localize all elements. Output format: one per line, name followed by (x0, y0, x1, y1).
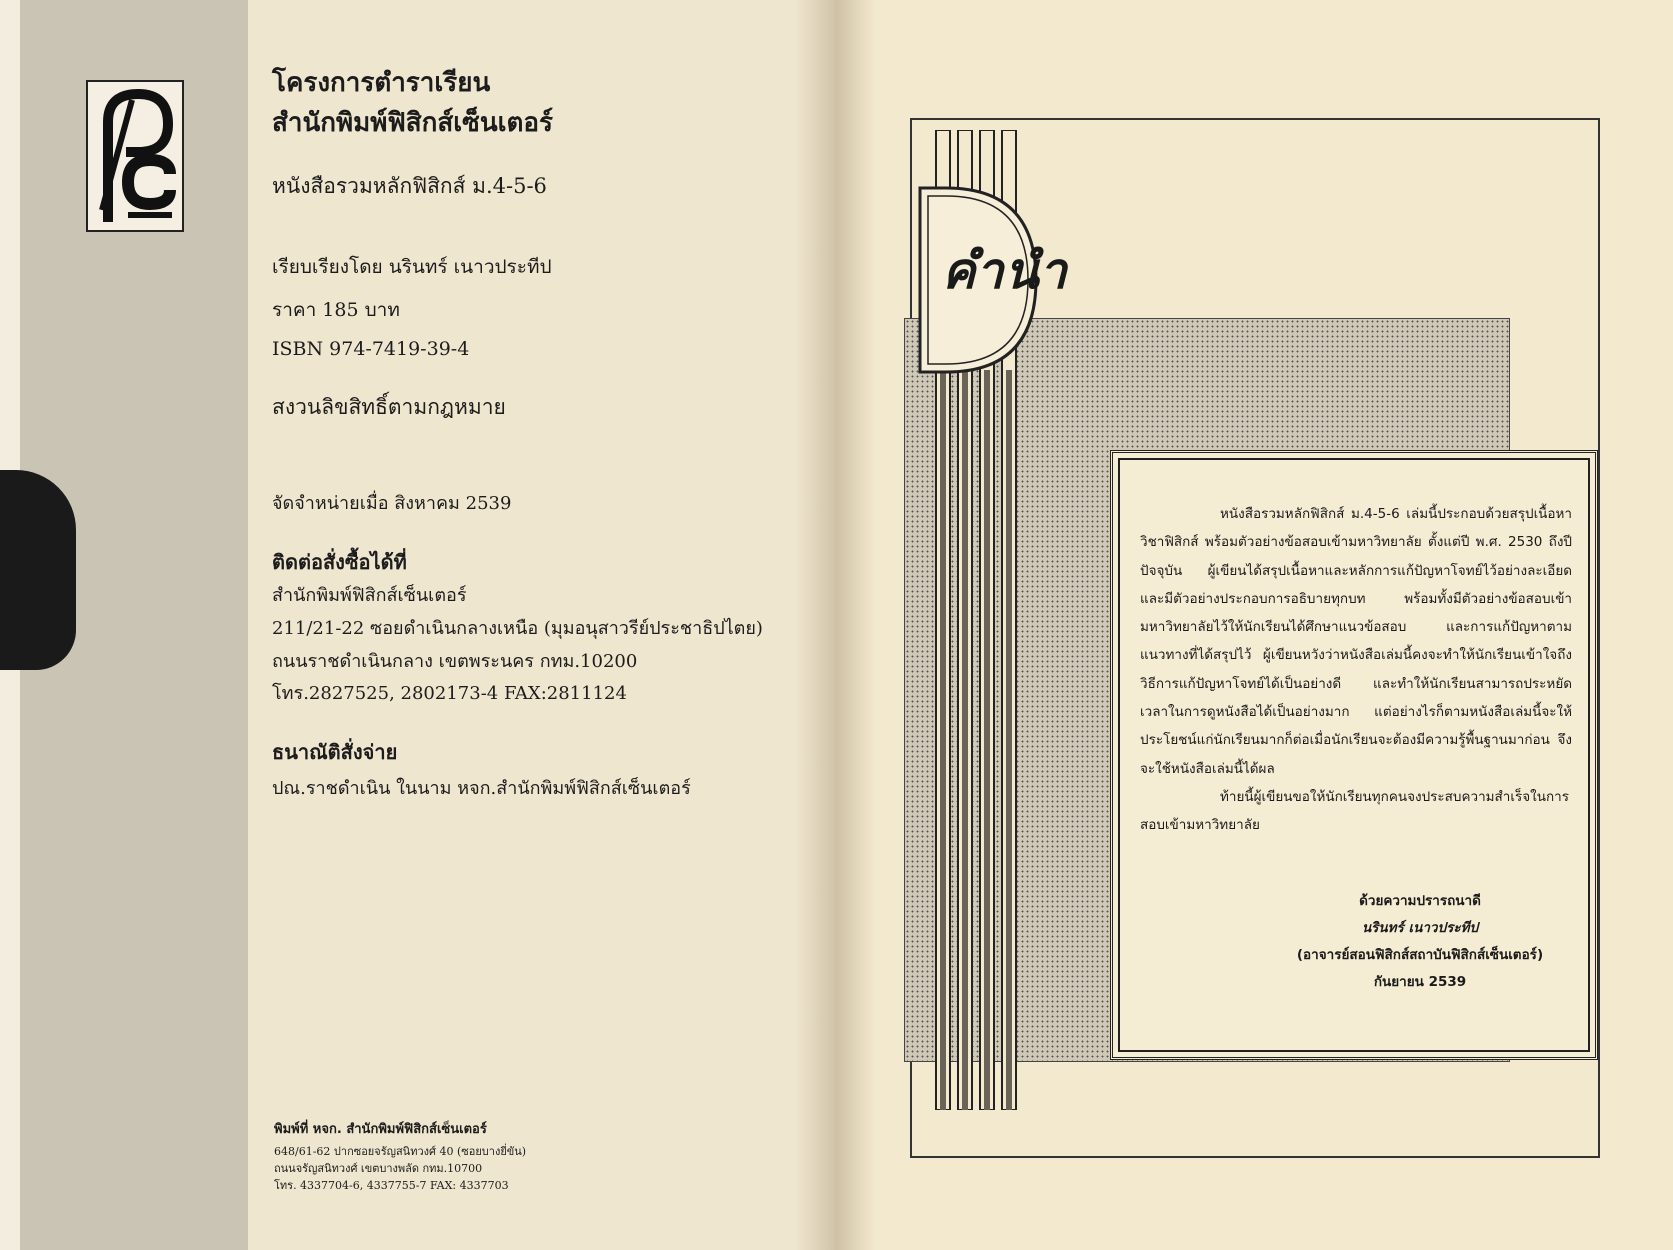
printer-line: ถนนจรัญสนิทวงศ์ เขตบางพลัด กทม.10700 (274, 1162, 483, 1175)
publisher-name: สำนักพิมพ์ฟิสิกส์เซ็นเตอร์ (272, 108, 553, 138)
order-line: สำนักพิมพ์ฟิสิกส์เซ็นเตอร์ (272, 585, 467, 606)
payment-heading: ธนาณัติสั่งจ่าย (272, 740, 398, 764)
payment-line: ปณ.ราชดำเนิน ในนาม หจก.สำนักพิมพ์ฟิสิกส์เซ็นเตอร์ (272, 778, 691, 799)
preface-paragraph: หนังสือรวมหลักฟิสิกส์ ม.4-5-6 เล่มนี้ประกอบด้วยสรุปเนื้อหาวิชาฟิสิกส์ พร้อมตัวอย่างข้อสอบเข้ามหาวิทยาลัย ตั้งแต่ปี พ.ศ. 2530 ถึงปีปัจจุบัน ผู้เขียนได้สรุปเนื้อหาและหลักการแก้ปัญหาโจทย์ไว้อย่างละเอียด และมีตัวอย่างประกอบการอธิบายทุกบท พร้อมทั้งมีตัวอย่างข้อสอบเข้ามหาวิทยาลัยไว้ให้นักเรียนได้ศึกษาแนวข้อสอบ และการแก้ปัญหาตามแนวทางที่ได้สรุปไว้ ผู้เขียนหวังว่าหนังสือเล่มนี้คงจะทำให้นักเรียนเข้าใจถึงวิธีการแก้ปัญหาโจทย์ได้เป็นอย่างดี และทำให้นักเรียนสามารถประหยัดเวลาในการดูหนังสือได้เป็นอย่างมาก แต่อย่างไรก็ตามหนังสือเล่มนี้จะให้ประโยชน์แก่นักเรียนมากก็ต่อเมื่อนักเรียนจะต้องมีความรู้พื้นฐานมาก่อน จึงจะใช้หนังสือเล่มนี้ได้ผล (1140, 506, 1572, 777)
preface-paragraph: ท้ายนี้ผู้เขียนขอให้นักเรียนทุกคนจงประสบความสำเร็จในการสอบเข้ามหาวิทยาลัย (1140, 788, 1569, 834)
book-title: หนังสือรวมหลักฟิสิกส์ ม.4-5-6 (272, 174, 547, 198)
preface-heading: คำนำ (942, 242, 1068, 300)
gutter-shadow (795, 0, 835, 1250)
thumb-shadow (0, 470, 76, 670)
closing-line: ด้วยความปรารถนาดี (1359, 893, 1481, 909)
order-heading: ติดต่อสั่งซื้อได้ที่ (272, 550, 407, 574)
order-line: โทร.2827525, 2802173-4 FAX:2811124 (272, 683, 627, 704)
order-line: 211/21-22 ซอยดำเนินกลางเหนือ (มุมอนุสาวรีย์ประชาธิปไตย) (272, 618, 763, 639)
printer-line: โทร. 4337704-6, 4337755-7 FAX: 4337703 (274, 1179, 509, 1192)
signatory-name: นรินทร์ เนาวประทีป (1361, 920, 1479, 936)
distribution-date: จัดจำหน่ายเมื่อ สิงหาคม 2539 (272, 493, 512, 514)
preface-date: กันยายน 2539 (1373, 974, 1467, 990)
publisher-logo-icon (86, 80, 184, 232)
signature-block (1250, 888, 1590, 996)
printer-line: 648/61-62 ปากซอยจรัญสนิทวงศ์ 40 (ซอยบางยี่ขัน) (274, 1145, 527, 1158)
signatory-title: (อาจารย์สอนฟิสิกส์สถาบันฟิสิกส์เซ็นเตอร์) (1296, 947, 1544, 963)
isbn-line: ISBN 974-7419-39-4 (272, 338, 470, 360)
gutter-shadow (835, 0, 875, 1250)
preface-text (1140, 500, 1572, 840)
printer-heading: พิมพ์ที่ หจก. สำนักพิมพ์ฟิสิกส์เซ็นเตอร์ (274, 1122, 487, 1137)
copyright-line: สงวนลิขสิทธิ์ตามกฎหมาย (272, 395, 506, 419)
order-line: ถนนราชดำเนินกลาง เขตพระนคร กทม.10200 (272, 651, 638, 672)
author-line: เรียบเรียงโดย นรินทร์ เนาวประทีป (272, 256, 552, 278)
price-line: ราคา 185 บาท (272, 299, 400, 321)
project-title: โครงการตำราเรียน (272, 68, 491, 98)
